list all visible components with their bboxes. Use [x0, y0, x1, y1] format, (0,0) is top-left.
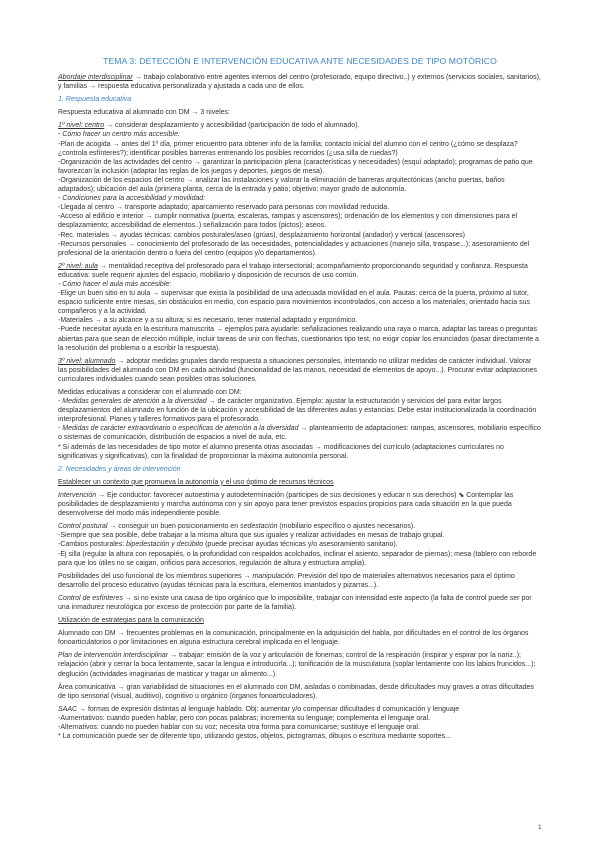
sphincter-text: → si no existe una causa de tipo orgánico que lo imposibilite, trabajar con intensidad este aspecto (la falta de control puede ser por una inmadurez neurológica por exceso de protección por parte de la familia).	[58, 594, 532, 611]
measures-general	[58, 397, 542, 424]
postural-list-term: bipedestación y decúbito	[126, 541, 204, 549]
postural-list-part-a: -Siempre que sea posible, debe trabajar a la misma altura que sus iguales y realizar actividades en mesas de trabajo grupal. -Cambios posturales:	[58, 532, 445, 549]
measures-general-text: → de carácter organizativo. Ejemplo: ajustar la estructuración y servicios del para evitar largos desplazamientos del alumnado en función de la ubicación y accesibilidad de las diferentes aulas y estancias. Debe estar institucionalizada la coordinación interprofesional. Planes y talleres formativos para el profesorado.	[58, 398, 537, 424]
postural-list-part-c: (puede precisar ayudas técnicas y/o asesoramiento sanitario). -Ej silla (regular la altura con reposapiés, o la profundidad con respaldos acolchados, inclinar el asiento, separador de piernas); mesa (tablero con reborde para que los útiles no se caigan, orificios para accesorios, regulación de altura y estructura amplia).	[58, 541, 537, 567]
intro-paragraph	[58, 73, 542, 91]
saac-paragraph	[58, 705, 542, 741]
sedestacion-term: sedestación	[240, 523, 278, 531]
saac-text: → formas de expresión distintas al lenguaje hablado. Obj: aumentar y/o compensar dificultades d comunicación y lenguaje -Aumentativos: cuando pueden hablar, pero con pocas palabras; incrementa su lenguaje; complementa el lenguaje oral. -Alternativos: cuando no pueden hablar con su voz; necesita otra forma para comunicarse; sustituye el lenguaje oral. * La comunicación puede ser de diferente tipo, utilizando gestos, objetos, pictogramas, dibujos o escritura mediante soportes...	[58, 705, 460, 741]
intro-text: → trabajo colaborativo entre agentes internos del centro (profesorado, equipo directivo..) y externos (servicios sociales, sanitarios), y familias → respuesta educativa personalizada y ajustada a cada uno de ellos.	[58, 74, 541, 91]
section-2-subheading-1: Establecer un contexto que promueva la autonomía y el uso óptimo de recursos técnicos	[58, 478, 334, 486]
section-2-subheading-2: Utilización de estrategias para la comunicación	[58, 617, 204, 625]
measures-note: * Si además de las necesidades de tipo motor el alumno presenta otras asociadas → modificaciones del currículo (adaptaciones curriculares no significativas y significativas), con la finalidad de proporcionar la máxima autonomía personal.	[58, 443, 504, 460]
level-1-list-1: -Plan de acogida → antes del 1º día, primer encuentro para obtener info de la familia; contacto inicial del alumno con el centro (¿cómo se desplaza? ¿controla esfínteres?); identificar posibles barreras entrenando los posibles recorridos (¿usa silla de ruedas?) -Organización de las actividades del centro → garantizar la participación plena (características y necesidades) (esquí adaptado); programas de patio que favorezcan la inclusión (adaptar las reglas de los juegos y deportes, juegos de mesa). -Organización de los espacios del centro → analizar las instalaciones y valorar la eliminación de barreras arquitectónicas (ancho puertas, baños adaptados); ubicación del aula (primera planta, cerca de la entrada y patio; objetivo: mayor grado de autonomía.	[58, 140, 533, 194]
page-number: 1	[538, 824, 542, 831]
intervention-plan-text: → trabajar: emisión de la voz y articulación de fonemas; control de la respiración (inspirar y espirar por la nariz..); relajación (abrir y cerrar la boca lentamente, sacar la lengua e introducirla...); tonificación de la musculatura (soplar lentamente con los labios fruncidos...); deglución (actividades imaginarias de masticar y tragar un alimento...).	[58, 652, 536, 678]
postural-control-list	[58, 531, 542, 567]
measures-specific-dash: -	[58, 425, 63, 433]
intervention-text: → Eje conductor: favorecer autoestima y autodeterminación (participes de sus decisiones y educar n sus derechos) ⬊ Contemplar las posibilidades de desplazamiento y marcha autónoma con y sin apoyo para tener previstos espacios propicios para cada situación en la que pueda desenvolverse del modo más independiente posible.	[58, 491, 514, 518]
level-3-paragraph	[58, 357, 542, 384]
level-1-subheading-1: - Cómo hacer un centro más accesible:	[58, 131, 180, 139]
intervention-paragraph	[58, 491, 542, 518]
measures-specific	[58, 424, 542, 442]
sphincter-term: Control de esfínteres	[58, 594, 123, 602]
communication-paragraph: Alumnado con DM → frecuentes problemas en la comunicación, principalmente en la adquisición del habla, por dificultades en el control de los órganos fonoarticulatorios o por limitaciones en alguna estructura cerebral implicada en el lenguaje.	[58, 630, 529, 647]
page-content	[58, 56, 542, 741]
postural-control-term: Control postural	[58, 523, 108, 531]
saac-term: SAAC	[58, 705, 78, 713]
level-2-subheading: - Cómo hacer el aula más accesible:	[58, 280, 172, 288]
section-2-heading: 2. Necesidades y áreas de intervención	[58, 465, 181, 473]
level-1-paragraph	[58, 121, 542, 130]
level-1-list-2: -Llegada al centro → transporte adaptado; aparcamiento reservado para personas con movilidad reducida. -Acceso al edificio e interior → cumplir normativa (puerta, escaleras, rampas y ascensores); ordenación de los elementos y con dimensiones para el desplazamiento; accesibilidad de elementos..) señalización para todos (pictos); aseos. -Rec. materiales → ayudas técnicas: cambios posturales/aseo (grúas), desplazamiento horizontal (andador) y vertical (ascensores) -Recursos personales → conocimiento del profesorado de las necesidades, potencialidades y actuaciones (manejo silla, traspase...); asesoramiento del profesional de la orientación dentro o fuera del centro (equipos y/o departamentos).	[58, 204, 530, 257]
intervention-plan-term: Plan de intervención interdisciplinar	[58, 652, 169, 660]
measures-specific-text: → planteamiento de adaptaciones: rampas, ascensores, mobiliario específico o sistemas de comunicación, distribución de espacios a nivel de aula, etc.	[58, 425, 541, 442]
level-1-term: 1º nivel: centro	[58, 122, 105, 130]
upper-limbs-text: Posibilidades del uso funcional de los miembros superiores →	[58, 572, 253, 580]
level-2-paragraph	[58, 262, 542, 280]
postural-control-text-2: (mobiliario específico o ajustes necesarios).	[277, 523, 416, 531]
section-1-heading: 1. Respuesta educativa	[58, 96, 132, 104]
sphincter-paragraph	[58, 594, 542, 612]
level-2-list: -Elige un buen sitio en tu aula → supervisar que exista la posibilidad de una adecuada movilidad en el aula. Pautas: cerca de la puerta, próximo al tutor, espacio suficiente entre mesas, sin obstáculos en medio, con espacio para movimientos incontrolados, con acceso a los materiales, orientado hacia sus compañeros y a la actividad. -Materiales → a su alcance y a su altura; si es necesario, tener material adaptado y ergonómico. -Puede necesitar ayuda en la escritura manuscrita → ejemplos para ayudarle: señalizaciones realizando una raya o marca, adaptar las tareas o preguntas abiertas para que sean de elección múltiple, incluir tareas de unir con flechas, cuestionarios tipo test, no exigir copiar los enunciados (pasar directamente a la resolución del problema o a escribir la respuesta).	[58, 290, 539, 352]
postural-control-paragraph	[58, 522, 542, 531]
level-3-term: 3º nivel: alumnado	[58, 357, 116, 365]
level-2-term: 2º nivel: aula	[58, 262, 98, 270]
intervention-term: Intervención	[58, 491, 97, 499]
page-title: TEMA 3: DETECCIÓN E INTERVENCIÓN EDUCATIVA ANTE NECESIDADES DE TIPO MOTÓRICO	[103, 56, 497, 66]
intro-term: Abordaje interdisciplinar	[58, 74, 133, 81]
measures-specific-term: Medidas de carácter extraordinario o específicas de atención a la diversidad	[62, 425, 299, 433]
level-1-subheading-2: - Condiciones para la accesibilidad y movilidad:	[58, 195, 206, 203]
postural-control-text: → conseguir un buen posicionamiento en	[107, 523, 241, 531]
upper-limbs-text-2: . Previsión del tipo de materiales alternativos necesarios para el óptimo desarrollo del proceso educativo (ayudas técnicas para la escritura, elementos imantados y pizarras...).	[58, 572, 515, 589]
section-1-lead: Respuesta educativa al alumnado con DM → 3 niveles:	[58, 109, 230, 117]
upper-limbs-paragraph	[58, 572, 542, 590]
measures-general-term: Medidas generales de atención a la diversidad	[62, 398, 207, 406]
measures-lead: Medidas educativas a considerar con el alumnado con DM:	[58, 389, 242, 396]
measures-general-dash: -	[58, 398, 63, 406]
communicative-area-paragraph: Área comunicativa → gran variabilidad de situaciones en el alumnado con DM, aisladas o combinadas, desde dificultades muy graves a otras dificultades de tipo sensorial (visual, auditivo), cognitivo u orgánico (órganos fonoarticuladores).	[58, 683, 534, 700]
intervention-plan-paragraph	[58, 651, 542, 678]
level-2-text: → mentalidad receptiva del profesorado para el trabajo intersectorial; acompañamiento proporcionando seguridad y confianza. Respuesta educativa: suele requerir ajustes del espacio, mobiliario y disposición de recursos de uso común.	[58, 262, 528, 279]
level-3-text: → adoptar medidas grupales dando respuesta a situaciones personales, intentando no utilizar medidas de carácter individual. Valorar las posibilidades del alumnado con DM en cada actividad (funcionalidad de las manos, necesidad de elementos de apoyo...). Procurar evitar adaptaciones curriculares individuales cuando sean posibles otras soluciones.	[58, 357, 538, 383]
level-1-text: → considerar desplazamiento y accesibilidad (participación de todo el alumnado).	[104, 122, 360, 130]
manipulation-term: manipulación	[252, 572, 294, 580]
